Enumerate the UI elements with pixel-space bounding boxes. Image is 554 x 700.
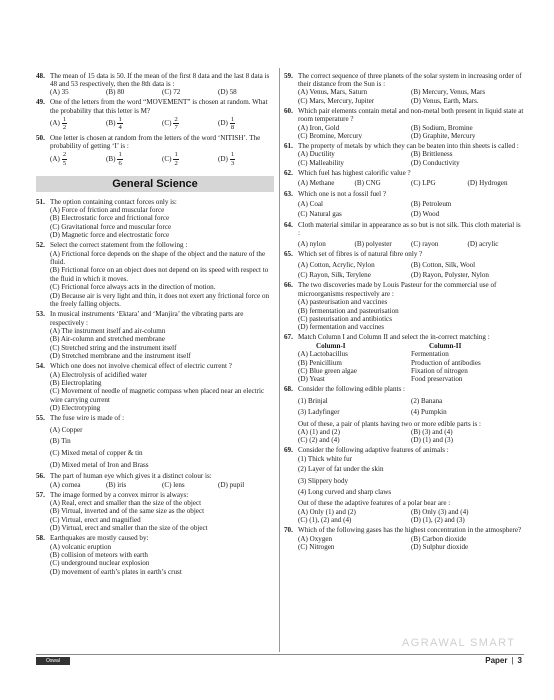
option-a[interactable]: (A) volcanic eruption <box>50 542 112 551</box>
option-b[interactable]: (B) Electroplating <box>50 378 102 387</box>
option-d[interactable]: (D) Wood <box>411 210 440 219</box>
option-b[interactable]: (B) Mercury, Venus, Mars <box>411 88 486 97</box>
option-c[interactable]: (C) Natural gas <box>298 210 342 219</box>
list-item: (2) Layer of fat under the skin <box>298 465 384 474</box>
option-c[interactable]: (C) Gravitational force and muscular force <box>50 222 172 231</box>
option-d[interactable]: (D) Graphite, Mercury <box>411 132 476 141</box>
option-a[interactable]: (A) Force of friction and muscular force <box>50 206 165 215</box>
option-d[interactable]: (D) Electrotyping <box>50 404 101 413</box>
option-d[interactable]: (D) fermentation and vaccines <box>298 323 385 332</box>
option-b[interactable]: (B) $\frac{1}{4}$ <box>106 115 122 132</box>
left-column <box>36 70 274 576</box>
option-c[interactable]: (C) Stretched string and the instrument itself <box>50 343 177 352</box>
question-69: 69. Consider the following adaptive features of animals : (1) Thick white fur (2) Layer of fat under the skin (3) Slippery body (4) Long curved and sharp claws Out of these the adaptive features of a polar bear are : (A) Only (1) and (2) (B) Only (3) and (4) (C) (1), (2) and (4) (D) (1), (2) and (3) <box>284 446 524 524</box>
option-b[interactable]: (B) Carbon dioxide <box>411 534 467 543</box>
option-c[interactable]: (C) (1), (2) and (4) <box>298 516 352 525</box>
option-b[interactable]: (B) Penicillium Production of antibodies <box>298 358 481 367</box>
option-b[interactable]: (B) Virtual, inverted and of the same size as the object <box>50 507 205 516</box>
option-c[interactable]: (C) underground nuclear explosion <box>50 559 150 568</box>
option-d[interactable]: (D) $\frac{1}{8}$ <box>218 115 235 132</box>
option-c[interactable]: (C) Blue green algae Fixation of nitrogen <box>298 366 468 375</box>
fraction: $\frac{1}{2}$ <box>174 151 178 167</box>
option-d[interactable]: (D) 58 <box>218 88 237 97</box>
option-c[interactable]: (C) Nitrogen <box>298 543 335 552</box>
option-a[interactable]: (A) The instrument itself and air-column <box>50 326 166 335</box>
right-column <box>284 70 524 551</box>
column-divider <box>279 68 280 652</box>
fraction: $\frac{1}{2}$ <box>62 115 67 132</box>
option-d[interactable]: (D) Rayon, Polyster, Nylon <box>411 270 489 279</box>
match-table-header: Column-I Column-II <box>316 341 462 350</box>
list-item: (4) Long curved and sharp claws <box>298 488 392 497</box>
fraction: $\frac{2}{7}$ <box>174 115 178 132</box>
option-b[interactable]: (B) Only (3) and (4) <box>411 507 469 516</box>
option-a[interactable]: (A) Coal <box>298 200 324 209</box>
option-a[interactable]: (A) Copper <box>50 425 83 434</box>
question-67: 67. Match Column I and Column II and select the in-correct matching : Column-I Column-II (A) Lactobacillus Fermentation (B) Penicillium Production of antibodies (C) Blue green algae Fixation of nitrogen (D) Yeast Food preservation <box>284 333 524 383</box>
option-d[interactable]: (D) acrylic <box>467 239 499 248</box>
question-63: 63. Which one is not a fossil fuel ? (A) Coal (B) Petroleum (C) Natural gas (D) Wood <box>284 190 524 219</box>
page-number: 3 <box>517 656 522 665</box>
question-subtext: Out of these the adaptive features of a polar bear are : <box>298 499 451 508</box>
option-d[interactable]: (D) Hydrogen <box>467 179 508 188</box>
option-a[interactable]: (A) cornea <box>50 480 81 489</box>
list-item: (4) Pumpkin <box>411 408 447 417</box>
option-b[interactable]: (B) Brittleness <box>411 150 453 159</box>
option-b[interactable]: (B) iris <box>106 480 127 489</box>
option-a[interactable]: (A) pasteurisation and vaccines <box>298 298 388 307</box>
question-48: 48. The mean of 15 data is 50. If the mean of the first 8 data and the last 8 data is 48 and 53 respectively, then the 8th data is : (A) 35 (B) 80 (C) 72 (D) 58 <box>36 72 274 97</box>
option-d[interactable]: (D) Because air is very light and thin, it does not exert any frictional force on the freely falling objects. <box>50 291 270 309</box>
list-item: (3) Slippery body <box>298 476 349 485</box>
option-b[interactable]: (B) $\frac{1}{6}$ <box>106 151 122 167</box>
question-62: 62. Which fuel has highest calorific value ? (A) Methane (B) CNG (C) LPG (D) Hydrogen <box>284 169 524 188</box>
option-a[interactable]: (A) Oxygen <box>298 534 333 543</box>
question-51: 51. The option containing contact forces only is: (A) Force of friction and muscular force (B) Electrostatic force and frictional force (C) Gravitational force and muscular force (D) Magnetic force and electrostatic force <box>36 198 274 240</box>
option-a[interactable]: (A) Real, erect and smaller than the size of the object <box>50 498 202 507</box>
list-item: (1) Brinjal <box>298 396 328 405</box>
question-61: 61. The property of metals by which they can be beaten into thin sheets is called : (A) Ductility (B) Brittleness (C) Malleability (D) Conductivity <box>284 142 524 167</box>
question-56: 56. The part of human eye which gives it a distinct colour is: (A) cornea (B) iris (C) lens (D) pupil <box>36 472 274 489</box>
fraction: $\frac{1}{6}$ <box>118 151 122 167</box>
option-c[interactable]: (C) Mars, Mercury, Jupiter <box>298 96 375 105</box>
question-50: 50. One letter is chosen at random from the letters of the word ‘NITISH’. The probability of getting ‘I’ is : (A) $\frac{2}{5}$ (B) $\frac{1}{6}$ (C) $\frac{1}{2}$ (D) $\frac{1}{3}$ <box>36 134 274 168</box>
publisher-logo: Oswal Publishers <box>36 657 70 665</box>
question-53: 53. In musical instruments ‘Ektara’ and ‘Manjira’ the vibrating parts are respectively : (A) The instrument itself and air-column (B) Air-column and stretched membrane (C) Stretched string and the instrument itself (D) Stretched membrane and the instrument itself <box>36 310 274 360</box>
question-64: 64. Cloth material similar in appearance as so but is not silk. This cloth material is : (A) nylon (B) polyester (C) rayon (D) acrylic <box>284 221 524 248</box>
page-footer: Paper | 3 <box>485 656 522 665</box>
option-a[interactable]: (A) 35 <box>50 88 69 97</box>
option-a[interactable]: (A) Frictional force depends on the shape of the object and the nature of the fluid. <box>50 249 266 267</box>
option-b[interactable]: (B) collision of meteors with earth <box>50 550 148 559</box>
option-c[interactable]: (C) Frictional force always acts in the direction of motion. <box>50 283 216 292</box>
option-d[interactable]: (D) movement of earth’s plates in earth’s crust <box>50 567 182 576</box>
option-c[interactable]: (C) LPG <box>411 179 436 188</box>
option-a[interactable]: (A) $\frac{1}{2}$ <box>50 115 67 132</box>
question-55: 55. The fuse wire is made of : (A) Copper (B) Tin (C) Mixed metal of copper & tin (D) Mixed metal of Iron and Brass <box>36 414 274 469</box>
question-57: 57. The image formed by a convex mirror is always: (A) Real, erect and smaller than the size of the object (B) Virtual, inverted and of the same size as the object (C) Virtual, erect and magnified (D) Virtual, erect and smaller than the size of the object <box>36 491 274 533</box>
option-a[interactable]: (A) Electrolysis of acidified water <box>50 370 147 379</box>
option-c[interactable]: (C) Virtual, erect and magnified <box>50 515 141 524</box>
question-52: 52. Select the correct statement from the following : (A) Frictional force depends on the shape of the object and the nature of the fluid. (B) Frictional force on an object does not depend on its speed with respect to the fluid in which it moves. (C) Frictional force always acts in the direction of motion. (D) Because air is very light and thin, it does not exert any frictional force on the freely falling objects. <box>36 241 274 308</box>
option-d[interactable]: (D) Mixed metal of Iron and Brass <box>50 460 149 469</box>
option-d[interactable]: (D) Venus, Earth, Mars. <box>411 96 479 105</box>
option-b[interactable]: (B) Sodium, Bromine <box>411 123 473 132</box>
question-58: 58. Earthquakes are mostly caused by: (A) volcanic eruption (B) collision of meteors with earth (C) underground nuclear explosion (D) movement of earth’s plates in earth’s crust <box>36 534 274 576</box>
option-b[interactable]: (B) CNG <box>354 179 381 188</box>
option-d[interactable]: (D) Yeast Food preservation <box>298 375 463 384</box>
list-item: (2) Banana <box>411 396 443 405</box>
option-d[interactable]: (D) Conductivity <box>411 158 460 167</box>
option-a[interactable]: (A) (1) and (2) <box>298 428 340 436</box>
option-b[interactable]: (B) fermentation and pasteurisation <box>298 306 399 315</box>
option-c[interactable]: (C) Movement of needle of magnetic compass when placed near an electric wire carrying current <box>50 387 265 404</box>
option-a[interactable]: (A) $\frac{2}{5}$ <box>50 151 67 167</box>
question-49: 49. One of the letters from the word “MOVEMENT” is chosen at random. What the probability that this letter is M? (A) $\frac{1}{2}$ (B) $\frac{1}{4}$ (C) $\frac{2}{7}$ (D) $\frac{1}{8}$ <box>36 98 274 132</box>
section-title: General Science <box>36 176 274 192</box>
option-b[interactable]: (B) Air-column and stretched membrane <box>50 335 165 344</box>
option-d[interactable]: (D) pupil <box>218 480 245 489</box>
fraction: $\frac{2}{5}$ <box>62 151 67 167</box>
option-b[interactable]: (B) Cotton, Silk, Wool <box>411 260 476 269</box>
fraction: $\frac{1}{8}$ <box>230 115 235 132</box>
option-a[interactable]: (A) Lactobacillus Fermentation <box>298 350 449 359</box>
option-a[interactable]: (A) nylon <box>298 239 326 248</box>
option-b[interactable]: (B) Petroleum <box>411 200 452 209</box>
question-70: 70. Which of the following gases has the highest concentration in the atmosphere? (A) Oxygen (B) Carbon dioxide (C) Nitrogen (D) Sulphur dioxide <box>284 526 524 551</box>
option-d[interactable]: (D) Sulphur dioxide <box>411 543 469 552</box>
option-c[interactable]: (C) lens <box>162 480 185 489</box>
fraction: $\frac{1}{4}$ <box>118 115 122 132</box>
option-b[interactable]: (B) 80 <box>106 88 125 97</box>
fraction: $\frac{1}{3}$ <box>230 151 235 167</box>
question-54: 54. Which one does not involve chemical effect of electric current ? (A) Electrolysis of acidified water (B) Electroplating (C) Movement of needle of magnetic compass when placed near an electric wire carrying current (D) Electrotyping <box>36 362 274 412</box>
option-b[interactable]: (B) (3) and (4) <box>411 428 453 436</box>
footer-divider <box>36 654 524 655</box>
option-d[interactable]: (D) Magnetic force and electrostatic force <box>50 231 170 240</box>
question-66: 66. The two discoveries made by Louis Pasteur for the commercial use of microorganisms respectively are : (A) pasteurisation and vaccines (B) fermentation and pasteurisation (C) pasteurisation and antibiotics (D) fermentation and vaccines <box>284 281 524 331</box>
option-c[interactable]: (C) Malleability <box>298 158 344 167</box>
option-a[interactable]: (A) Methane <box>298 179 335 188</box>
option-c[interactable]: (C) pasteurisation and antibiotics <box>298 314 392 323</box>
option-d[interactable]: (D) (1) and (3) <box>411 436 453 445</box>
list-item: (1) Thick white fur <box>298 454 353 463</box>
question-subtext: Out of these, a pair of plants having two or more edible parts is : <box>298 419 482 428</box>
paper-label: Paper <box>485 656 508 665</box>
option-c[interactable]: (C) Bromine, Mercury <box>298 132 363 141</box>
option-c[interactable]: (C) $\frac{2}{7}$ <box>162 115 178 132</box>
option-a[interactable]: (A) Only (1) and (2) <box>298 507 356 516</box>
option-c[interactable]: (C) rayon <box>411 239 439 248</box>
option-a[interactable]: (A) Ductility <box>298 150 335 159</box>
question-65: 65. Which set of fibres is of natural fibre only ? (A) Cotton, Acrylic, Nylon (B) Cotton, Silk, Wool (C) Rayon, Silk, Terylene (D) Rayon, Polyster, Nylon <box>284 250 524 279</box>
option-d[interactable]: (D) Virtual, erect and smaller than the size of the object <box>50 524 208 533</box>
option-a[interactable]: (A) Iron, Gold <box>298 123 340 132</box>
option-d[interactable]: (D) (1), (2) and (3) <box>411 516 465 525</box>
question-59: 59. The correct sequence of three planets of the solar system in increasing order of their distance from the Sun is : (A) Venus, Mars, Saturn (B) Mercury, Venus, Mars (C) Mars, Mercury, Jupiter (D) Venus, Earth, Mars. <box>284 72 524 106</box>
option-b[interactable]: (B) Frictional force on an object does not depend on its speed with respect to the fluid in which it moves. <box>50 266 269 283</box>
option-c[interactable]: (C) (2) and (4) <box>298 436 340 445</box>
option-c[interactable]: (C) Mixed metal of copper & tin <box>50 448 143 457</box>
option-b[interactable]: (B) Tin <box>50 437 71 446</box>
option-c[interactable]: (C) Rayon, Silk, Terylene <box>298 270 371 279</box>
option-c[interactable]: (C) $\frac{1}{2}$ <box>162 151 178 167</box>
option-a[interactable]: (A) Venus, Mars, Saturn <box>298 88 368 97</box>
option-d[interactable]: (D) $\frac{1}{3}$ <box>218 151 235 167</box>
option-a[interactable]: (A) Cotton, Acrylic, Nylon <box>298 260 375 269</box>
list-item: (3) Ladyfinger <box>298 408 340 417</box>
question-68: 68. Consider the following edible plants : (1) Brinjal (2) Banana (3) Ladyfinger (4) Pumpkin Out of these, a pair of plants having two or more edible parts is : (A) (1) and (2) (B) (3) and (4) (C) (2) and (4) (D) (1) and (3) <box>284 385 524 444</box>
option-c[interactable]: (C) 72 <box>162 88 181 97</box>
watermark: AGRAWAL SMART <box>402 637 516 649</box>
option-d[interactable]: (D) Stretched membrane and the instrument itself <box>50 352 191 361</box>
question-60: 60. Which pair elements contain metal and non-metal both present in liquid state at room temperature ? (A) Iron, Gold (B) Sodium, Bromine (C) Bromine, Mercury (D) Graphite, Mercury <box>284 106 524 141</box>
option-b[interactable]: (B) Electrostatic force and frictional force <box>50 214 170 223</box>
option-b[interactable]: (B) polyester <box>354 239 392 248</box>
